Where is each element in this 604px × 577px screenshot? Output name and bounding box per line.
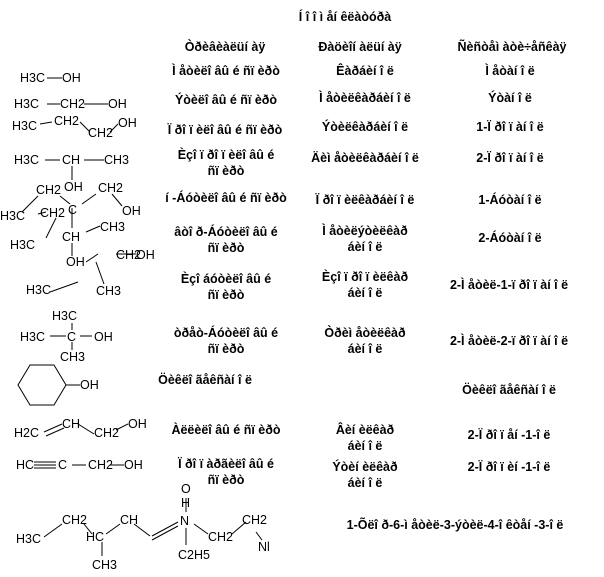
formula-oh-6: OH bbox=[66, 255, 85, 269]
formula-ch-5: CH bbox=[62, 230, 81, 244]
row3-trivial: Ï ðî ï èëî âû é ñï èðò bbox=[167, 123, 283, 137]
row1-systematic: Ì åòàí î ë bbox=[485, 64, 535, 78]
formula-h3c-4: H3C bbox=[14, 153, 40, 167]
row10-rational: Âèí èëêàð áèí î ë bbox=[335, 423, 395, 453]
formula-h3c-1: H3C bbox=[20, 71, 46, 85]
formula-hc-10: HC bbox=[16, 458, 35, 472]
formula-ch3-6: CH3 bbox=[96, 284, 122, 298]
formula-oh-1: OH bbox=[62, 71, 81, 85]
row9-trivial: Öèêëî ãåêñàí î ë bbox=[158, 373, 252, 387]
formula-oh-4: OH bbox=[64, 180, 83, 194]
row12-systematic: 1-Õëî ð-6-ì åòèë-3-ýòèë-4-î êòåí -3-î ë bbox=[346, 518, 564, 532]
formula-ch3-11: CH3 bbox=[92, 558, 118, 572]
formula-oh-8: OH bbox=[80, 378, 99, 392]
formula-ch2-10: CH2 bbox=[88, 458, 114, 472]
formula-cl-11: Nl bbox=[258, 540, 270, 554]
formula-oh-5: OH bbox=[122, 204, 141, 218]
row6-systematic: 2-Áóòàí î ë bbox=[478, 231, 542, 245]
row11-systematic: 2-Ï ðî ï èí -1-î ë bbox=[467, 460, 551, 474]
formula-h3c-2: H3C bbox=[14, 97, 40, 111]
formula-ch2-11b: CH2 bbox=[242, 513, 268, 527]
formula-h-11: H bbox=[181, 496, 191, 510]
row8-rational: Òðèì åòèëêàð áèí î ë bbox=[324, 326, 406, 356]
row3-systematic: 1-Ï ðî ï àí î ë bbox=[476, 120, 544, 134]
header-rational: Ðàöèîí àëüí àÿ bbox=[318, 40, 402, 54]
row4-systematic: 2-Ï ðî ï àí î ë bbox=[476, 151, 544, 165]
row7-trivial: Èçî áóòèëî âû é ñï èðò bbox=[180, 272, 272, 302]
header-systematic: Ñèñòåì àòè÷åñêàÿ bbox=[457, 40, 567, 54]
formula-o-11: O bbox=[181, 482, 191, 496]
row10-systematic: 2-Ï ðî ï åí -1-î ë bbox=[467, 428, 551, 442]
formula-ch2-6: CH2 bbox=[116, 248, 142, 262]
formula-c-10: C bbox=[58, 458, 68, 472]
row6-trivial: âòî ð-Áóòèëî âû é ñï èðò bbox=[174, 225, 278, 255]
formula-c-7: C bbox=[67, 330, 77, 344]
formula-oh-10: OH bbox=[124, 458, 143, 472]
formula-oh-7: OH bbox=[94, 330, 113, 344]
formula-oh-3: OH bbox=[118, 116, 137, 130]
row7-rational: Èçî ï ðî ï èëêàð áèí î ë bbox=[321, 270, 409, 300]
formula-ch2-5c: CH2 bbox=[40, 206, 66, 220]
row6-rational: Ì åòèëýòèëêàð áèí î ë bbox=[322, 224, 408, 254]
row2-systematic: Ýòàí î ë bbox=[488, 91, 532, 105]
formula-ch2-2: CH2 bbox=[60, 97, 86, 111]
row11-trivial: Ï ðî ï àðãèëî âû é ñï èðò bbox=[178, 457, 274, 487]
row11-rational: Ýòèí èëêàð áèí î ë bbox=[332, 460, 398, 490]
formula-oh-2: OH bbox=[108, 97, 127, 111]
formula-h3c-3: H3C bbox=[12, 119, 38, 133]
header-trivial: Òðèâèàëüí àÿ bbox=[184, 40, 266, 54]
formula-c-5: C bbox=[68, 203, 78, 217]
formula-h3c-5b: H3C bbox=[10, 238, 36, 252]
formula-ch2-9: CH2 bbox=[94, 426, 120, 440]
row2-trivial: Ýòèëî âû é ñï èðò bbox=[174, 93, 278, 107]
formula-c2h5-11: C2H5 bbox=[178, 548, 210, 562]
formula-oh-9: OH bbox=[128, 417, 147, 431]
formula-ch2-11c: CH2 bbox=[208, 530, 234, 544]
formula-ch2-5b: CH2 bbox=[98, 181, 124, 195]
formula-ch-11: CH bbox=[120, 513, 139, 527]
row1-trivial: Ì åòèëî âû é ñï èðò bbox=[172, 64, 280, 78]
formula-h3c-7b: H3C bbox=[20, 330, 46, 344]
formula-ch3-7: CH3 bbox=[60, 350, 86, 364]
row7-systematic: 2-Ì åòèë-1-ï ðî ï àí î ë bbox=[449, 278, 569, 292]
formula-ch2-3a: CH2 bbox=[54, 114, 80, 128]
formula-oh-6b: OH bbox=[136, 248, 155, 262]
formula-ch2-3b: CH2 bbox=[88, 126, 114, 140]
formula-h3c-11: H3C bbox=[16, 532, 42, 546]
formula-h3c-6: H3C bbox=[26, 283, 52, 297]
formula-ch-9: CH bbox=[62, 417, 81, 431]
row8-trivial: òðåò-Áóòèëî âû é ñï èðò bbox=[173, 326, 279, 356]
formula-h3c-7: H3C bbox=[52, 309, 78, 323]
formula-ch-4: CH bbox=[62, 153, 81, 167]
row3-rational: Ýòèëêàðáèí î ë bbox=[321, 120, 409, 134]
formula-ch2-5a: CH2 bbox=[36, 183, 62, 197]
formula-ch3-4: CH3 bbox=[104, 153, 130, 167]
row2-rational: Ì åòèëêàðáèí î ë bbox=[319, 91, 411, 105]
formula-hc-11: HC bbox=[86, 530, 105, 544]
formula-h2c-9: H2C bbox=[14, 426, 40, 440]
formula-n-11: N bbox=[180, 514, 190, 528]
formula-h3c-5: H3C bbox=[0, 209, 26, 223]
row5-rational: Ï ðî ï èëêàðáèí î ë bbox=[315, 193, 415, 207]
row4-trivial: Èçî ï ðî ï èëî âû é ñï èðò bbox=[177, 148, 275, 178]
formula-ch3-5: CH3 bbox=[100, 220, 126, 234]
row5-trivial: í -Áóòèëî âû é ñï èðò bbox=[165, 191, 287, 205]
row8-systematic: 2-Ì åòèë-2-ï ðî ï àí î ë bbox=[449, 334, 569, 348]
row4-rational: Äèì åòèëêàðáèí î ë bbox=[311, 151, 419, 165]
row10-trivial: Àëëèëî âû é ñï èðò bbox=[171, 423, 281, 437]
formula-ch2-11a: CH2 bbox=[62, 513, 88, 527]
row1-rational: Êàðáèí î ë bbox=[336, 64, 394, 78]
row5-systematic: 1-Áóòàí î ë bbox=[478, 193, 542, 207]
row9-systematic: Öèêëî ãåêñàí î ë bbox=[462, 383, 556, 397]
page-title: Í î î ì åí êëàòóðà bbox=[298, 10, 392, 24]
